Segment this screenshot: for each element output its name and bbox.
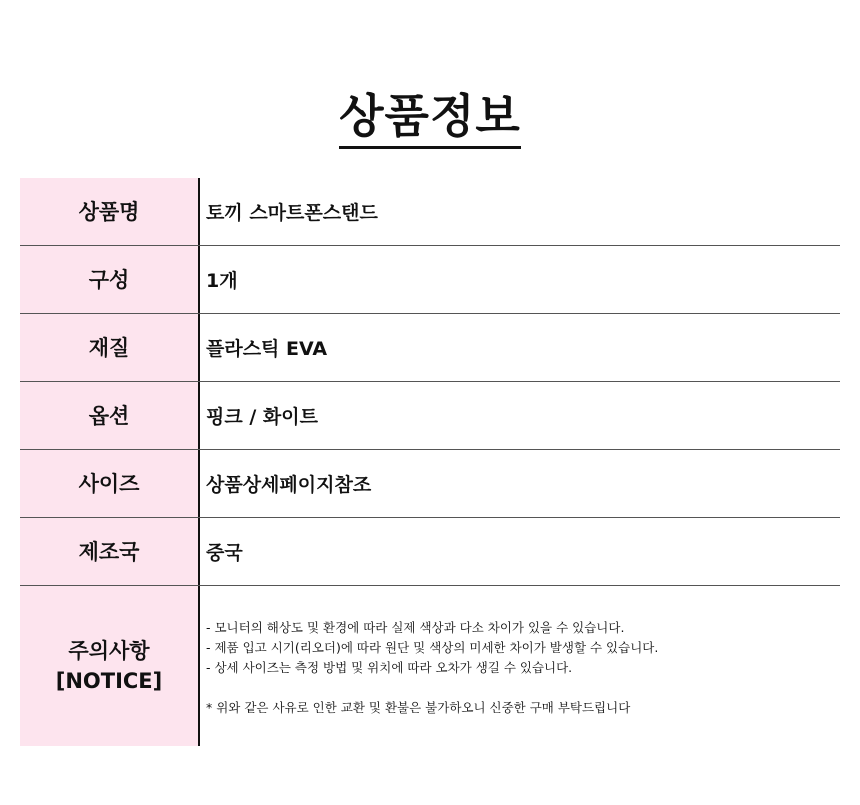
row-label: 사이즈 [20,450,200,517]
page-title-text: 상품정보 [339,88,521,149]
notice-line: - 상세 사이즈는 측정 방법 및 위치에 따라 오차가 생길 수 있습니다. [206,660,573,675]
row-label: 상품명 [20,178,200,245]
row-label: 옵션 [20,382,200,449]
notice-label-english: [NOTICE] [55,669,163,693]
table-row-composition [20,246,840,314]
row-value: 1개 [206,270,238,292]
row-value: 중국 [206,542,243,564]
row-label: 재질 [20,314,200,381]
row-label: 구성 [20,246,200,313]
row-value: 토끼 스마트폰스탠드 [206,202,378,224]
row-label: 제조국 [20,518,200,585]
table-row-material [20,314,840,382]
product-info-table [20,178,840,746]
row-value: 핑크 / 화이트 [206,406,318,428]
row-value: 상품상세페이지참조 [206,474,372,496]
notice-final-line: * 위와 같은 사유로 인한 교환 및 환불은 불가하오니 신중한 구매 부탁드립니다 [206,700,631,715]
table-row-notice [20,586,840,746]
page-title [0,88,860,149]
table-row-option [20,382,840,450]
notice-line: - 모니터의 해상도 및 환경에 따라 실제 색상과 다소 차이가 있을 수 있습니다. [206,620,625,635]
row-value: 플라스틱 EVA [206,338,328,360]
notice-text [200,586,840,746]
notice-label [20,586,200,746]
table-row-country [20,518,840,586]
notice-line: - 제품 입고 시기(리오더)에 따라 원단 및 색상의 미세한 차이가 발생할 수 있습니다. [206,640,659,655]
table-row-product-name [20,178,840,246]
table-row-size [20,450,840,518]
notice-label-korean: 주의사항 [68,639,150,663]
